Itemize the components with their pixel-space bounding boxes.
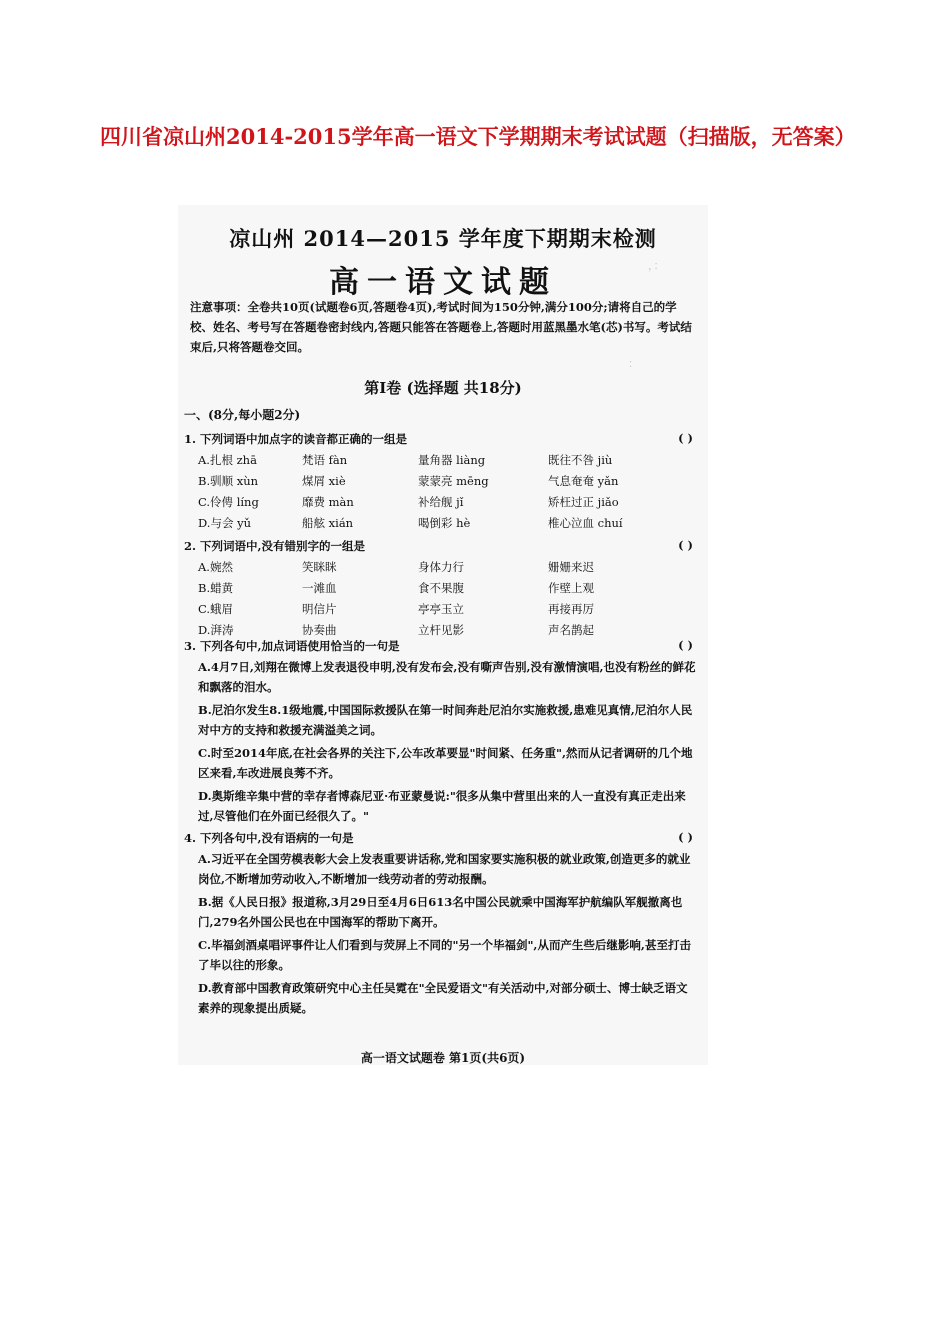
option-word: 作壁上观 xyxy=(548,581,594,595)
option-word: 船舷 xián xyxy=(302,516,354,530)
option-word: D.湃涛 xyxy=(198,623,234,637)
option-word: 明信片 xyxy=(302,602,337,616)
notice-text: 全卷共10页(试题卷6页,答题卷4页),考试时间为150分钟,满分100分;请将自己的学校、姓名、考号写在答题卷密封线内,答题只能答在答题卷上,答题时用蓝黑墨水笔(芯)书写。考试结束后,只将答题卷交回。 xyxy=(190,300,692,354)
option-row-b xyxy=(198,473,698,494)
exam-notice xyxy=(190,297,695,357)
question-3-option-b: B.尼泊尔发生8.1级地震,中国国际救援队在第一时间奔赴尼泊尔实施救援,患难见真情,尼泊尔人民对中方的支持和救援充满溢美之词。 xyxy=(198,703,693,737)
question-2-options xyxy=(198,559,698,643)
scanned-exam-page xyxy=(178,205,708,1065)
notice-label: 注意事项： xyxy=(190,300,248,314)
option-word: 姗姗来迟 xyxy=(548,560,594,574)
option-row-b xyxy=(198,580,698,601)
answer-paren: ( ) xyxy=(678,538,693,552)
option-word: 食不果腹 xyxy=(418,581,464,595)
option-word: 煤屑 xiè xyxy=(302,474,346,488)
section-heading: 第Ⅰ卷 (选择题 共18分) xyxy=(364,379,522,397)
question-4-option-b: B.据《人民日报》报道称,3月29日至4月6日613名中国公民就乘中国海军护航编队军舰撤离也门,279名外国公民也在中国海军的帮助下离开。 xyxy=(198,895,683,929)
option-word: 声名鹊起 xyxy=(548,623,594,637)
option-word: 梵语 fàn xyxy=(302,453,348,467)
question-4-option-c: C.毕福剑酒桌唱评事件让人们看到与荧屏上不同的"另一个毕福剑",从而产生些后继影响,甚至打击了毕以往的形象。 xyxy=(198,938,691,972)
exam-title: 凉山州 2014—2015 学年度下期期末检测 xyxy=(229,226,657,251)
question-stem: 2. 下列词语中,没有错别字的一组是 xyxy=(184,539,366,553)
option-word: 喝倒彩 hè xyxy=(418,516,471,530)
option-word: B.驯顺 xùn xyxy=(198,474,259,488)
question-4-option-d: D.教育部中国教育政策研究中心主任吴霓在"全民爱语文"有关活动中,对部分硕士、博士缺乏语文素养的现象提出质疑。 xyxy=(198,981,688,1015)
option-word: C.蛾眉 xyxy=(198,602,234,616)
part-heading: 一、(8分,每小题2分) xyxy=(184,408,301,422)
question-4-option-a: A.习近平在全国劳模表彰大会上发表重要讲话称,党和国家要实施积极的就业政策,创造更多的就业岗位,不断增加劳动收入,不断增加一线劳动者的劳动报酬。 xyxy=(198,852,691,886)
answer-paren: ( ) xyxy=(678,638,693,652)
question-1-stem xyxy=(184,431,699,447)
option-word: 靡费 màn xyxy=(302,495,354,509)
option-word: 矫枉过正 jiǎo xyxy=(548,495,619,509)
option-word: 气息奄奄 yǎn xyxy=(548,474,619,488)
option-word: 一滩血 xyxy=(302,581,337,595)
option-row-a xyxy=(198,559,698,580)
document-title: 四川省凉山州2014-2015学年高一语文下学期期末考试试题（扫描版，无答案） xyxy=(100,124,856,149)
question-stem: 1. 下列词语中加点字的读音都正确的一组是 xyxy=(184,432,408,446)
exam-subtitle: 高一语文试题 xyxy=(329,265,557,300)
option-word: D.与会 yǔ xyxy=(198,516,252,530)
question-stem: 4. 下列各句中,没有语病的一句是 xyxy=(184,831,354,845)
question-1-options xyxy=(198,452,698,536)
option-word: 协奏曲 xyxy=(302,623,337,637)
option-word: A.扎根 zhā xyxy=(198,453,257,467)
answer-paren: ( ) xyxy=(678,431,693,445)
option-row-c xyxy=(198,601,698,622)
option-word: 补给舰 jǐ xyxy=(418,495,464,509)
question-stem: 3. 下列各句中,加点词语使用恰当的一句是 xyxy=(184,639,400,653)
question-3-option-c: C.时至2014年底,在社会各界的关注下,公车改革要显"时间紧、任务重",然而从记者调研的几个地区来看,车改进展良莠不齐。 xyxy=(198,746,693,780)
option-word: 笑眯眯 xyxy=(302,560,337,574)
option-word: 量角器 liàng xyxy=(418,453,486,467)
option-word: 亭亭玉立 xyxy=(418,602,464,616)
option-word: 既往不咎 jiù xyxy=(548,453,613,467)
option-word: C.伶俜 líng xyxy=(198,495,259,509)
option-word: B.蜡黄 xyxy=(198,581,234,595)
option-row-c xyxy=(198,494,698,515)
question-4-stem xyxy=(184,830,699,846)
option-word: 椎心泣血 chuí xyxy=(548,516,623,530)
option-word: 蒙蒙亮 mēng xyxy=(418,474,489,488)
option-word: 再接再厉 xyxy=(548,602,594,616)
option-word: 立杆见影 xyxy=(418,623,464,637)
option-word: A.婉然 xyxy=(198,560,233,574)
option-word: 身体力行 xyxy=(418,560,464,574)
option-row-d xyxy=(198,515,698,536)
answer-paren: ( ) xyxy=(678,830,693,844)
bleed-through-mark: ： xyxy=(628,357,639,370)
question-3-option-a: A.4月7日,刘翔在微博上发表退役申明,没有发布会,没有嘶声告别,没有激情演唱,也没有粉丝的鲜花和飘落的泪水。 xyxy=(198,660,696,694)
bleed-through-mark: ，： xyxy=(648,259,665,272)
option-row-a xyxy=(198,452,698,473)
page-footer: 高一语文试题卷 第1页(共6页) xyxy=(360,1051,526,1065)
question-3-stem xyxy=(184,638,699,654)
question-2-stem xyxy=(184,538,699,554)
question-3-option-d: D.奥斯维辛集中营的幸存者博森尼亚·布亚蒙曼说:"很多从集中营里出来的人一直没有真正走出来过,尽管他们在外面已经很久了。" xyxy=(198,789,686,823)
